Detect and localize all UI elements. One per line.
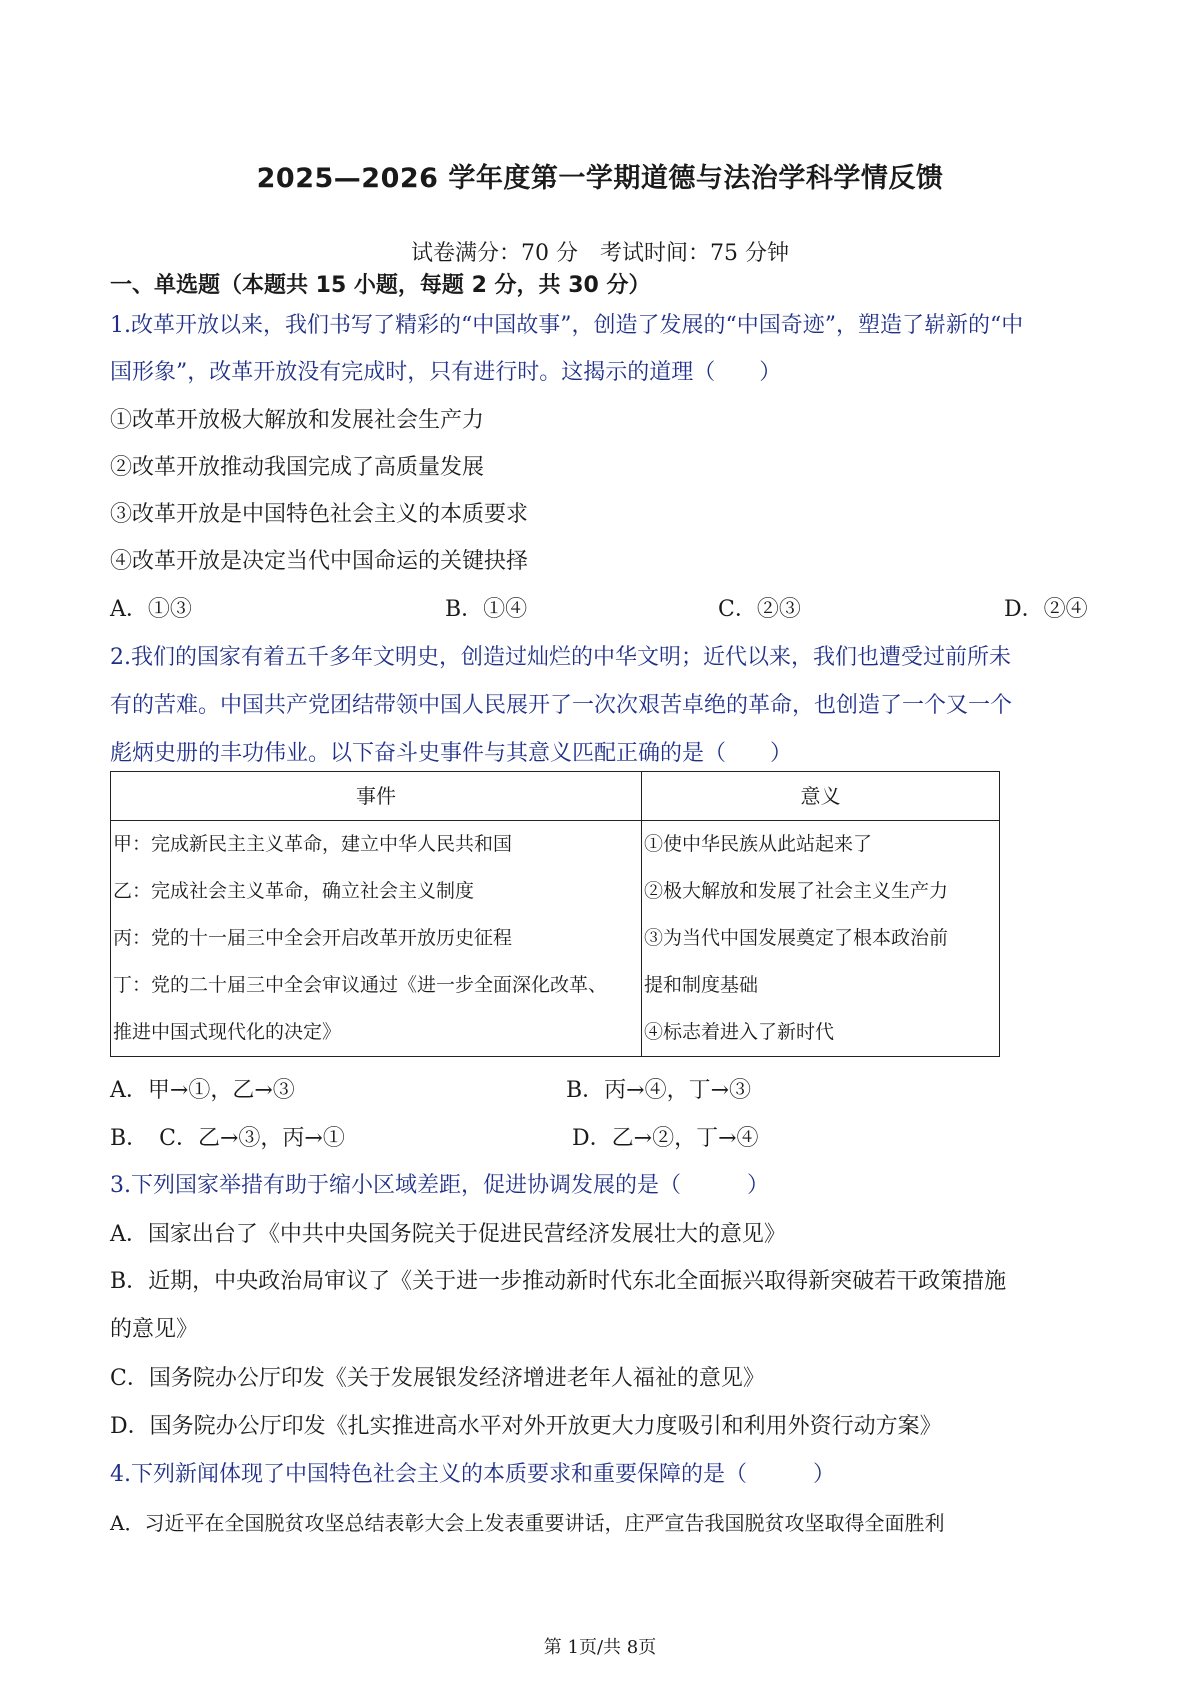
exam-info: 试卷满分：70 分 考试时间：75 分钟 — [411, 241, 789, 266]
meaning-line: ②极大解放和发展了社会主义生产力 — [644, 880, 949, 902]
event-line: 推进中国式现代化的决定》 — [113, 1021, 342, 1043]
question-4-stem: 4.下列新闻体现了中国特色社会主义的本质要求和重要保障的是（ ） — [110, 1462, 835, 1487]
page-footer: 第 1页/共 8页 — [543, 1637, 657, 1658]
event-line: 甲：完成新民主主义革命，建立中华人民共和国 — [113, 833, 513, 855]
meaning-line: ④标志着进入了新时代 — [644, 1021, 835, 1043]
question-2-stem: 有的苦难。中国共产党团结带领中国人民展开了一次次艰苦卓绝的革命，也创造了一个又一个 — [110, 693, 1013, 718]
table-header-meaning: 意义 — [642, 772, 1000, 821]
event-line: 乙：完成社会主义革命，确立社会主义制度 — [113, 880, 475, 902]
question-1-option-c: C．②③ — [718, 597, 801, 622]
page-title: 2025—2026 学年度第一学期道德与法治学科学情反馈 — [256, 163, 944, 194]
question-2-option-a: A．甲→①，乙→③ — [110, 1078, 295, 1103]
question-3-option-d: D．国务院办公厅印发《扎实推进高水平对外开放更大力度吸引和利用外资行动方案》 — [110, 1414, 942, 1439]
meaning-line: ③为当代中国发展奠定了根本政治前 — [644, 927, 949, 949]
question-1-item: ②改革开放推动我国完成了高质量发展 — [110, 455, 485, 480]
question-1-stem: 国形象”，改革开放没有完成时，只有进行时。这揭示的道理（ ） — [110, 360, 782, 385]
question-1-item: ①改革开放极大解放和发展社会生产力 — [110, 408, 485, 433]
question-3-option-a: A．国家出台了《中共中央国务院关于促进民营经济发展壮大的意见》 — [110, 1222, 786, 1247]
question-2-option-b: B．丙→④，丁→③ — [566, 1078, 752, 1103]
meaning-line: 提和制度基础 — [644, 974, 759, 996]
question-3-option-c: C．国务院办公厅印发《关于发展银发经济增进老年人福祉的意见》 — [110, 1366, 765, 1391]
question-2-option-c: B． C．乙→③，丙→① — [110, 1126, 345, 1151]
question-1-item: ③改革开放是中国特色社会主义的本质要求 — [110, 502, 529, 527]
question-2-stem: 彪炳史册的丰功伟业。以下奋斗史事件与其意义匹配正确的是（ ） — [110, 741, 793, 766]
table-meanings-cell — [642, 821, 1000, 1057]
section-heading: 一、单选题（本题共 15 小题，每题 2 分，共 30 分） — [110, 273, 651, 298]
event-line: 丁：党的二十届三中全会审议通过《进一步全面深化改革、 — [113, 974, 608, 996]
question-3-option-b: B．近期，中央政治局审议了《关于进一步推动新时代东北全面振兴取得新突破若干政策措施 — [110, 1269, 1007, 1294]
question-1-item: ④改革开放是决定当代中国命运的关键抉择 — [110, 549, 529, 574]
table-header-event: 事件 — [111, 772, 642, 821]
question-2-table — [110, 771, 1000, 1057]
question-1-option-b: B．①④ — [445, 597, 528, 622]
question-1-option-a: A．①③ — [110, 597, 192, 622]
event-line: 丙：党的十一届三中全会开启改革开放历史征程 — [113, 927, 513, 949]
question-2-stem: 2.我们的国家有着五千多年文明史，创造过灿烂的中华文明；近代以来，我们也遭受过前所未 — [110, 645, 1011, 670]
question-4-option-a: A．习近平在全国脱贫攻坚总结表彰大会上发表重要讲话，庄严宣告我国脱贫攻坚取得全面胜利 — [110, 1511, 945, 1535]
meaning-line: ①使中华民族从此站起来了 — [644, 833, 873, 855]
table-events-cell — [111, 821, 642, 1057]
question-1-option-d: D．②④ — [1004, 597, 1088, 622]
question-3-stem: 3.下列国家举措有助于缩小区域差距，促进协调发展的是（ ） — [110, 1173, 769, 1198]
question-1-stem: 1.改革开放以来，我们书写了精彩的“中国故事”，创造了发展的“中国奇迹”，塑造了崭新的“中 — [110, 313, 1024, 338]
question-2-option-d: D．乙→②，丁→④ — [572, 1126, 759, 1151]
question-3-option-b-cont: 的意见》 — [110, 1317, 199, 1342]
